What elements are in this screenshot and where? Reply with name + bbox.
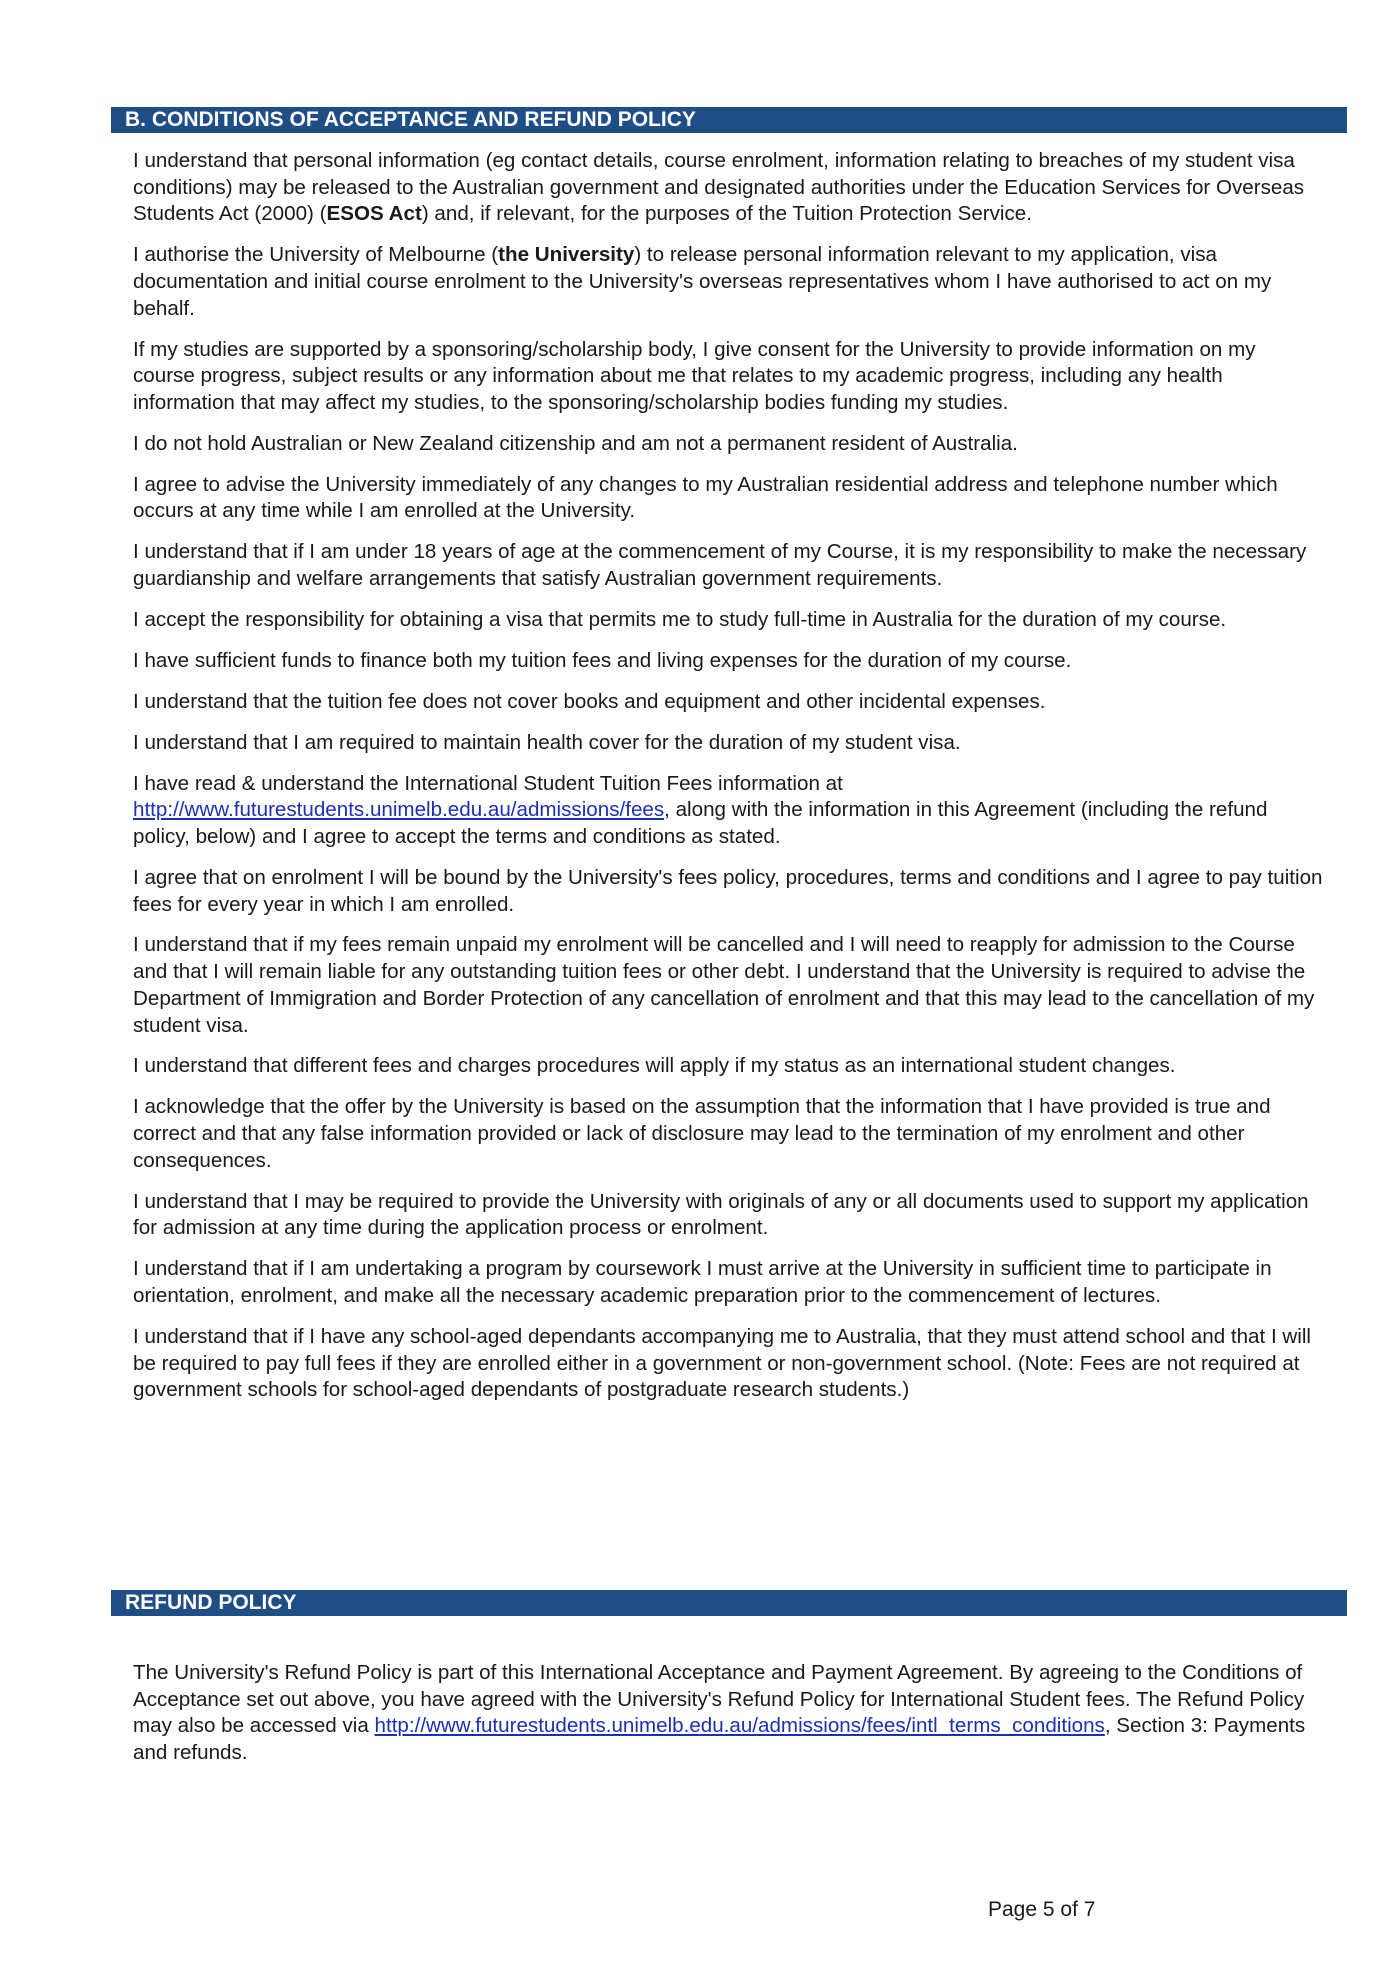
paragraph xyxy=(133,730,1323,757)
text-segment: I understand that if I have any school-aged dependants accompanying me to Australia, that they must attend school and that I will be required to pay full fees if they are enrolled either in a government or non-government school. (Note: Fees are not required at government schools for school-aged dependants of postgraduate research students.) xyxy=(133,1324,1311,1402)
text-segment: ) to release personal information relevant to my application, visa documentation and initial course enrolment to the University's overseas representatives whom I have authorised to act on my behalf. xyxy=(133,243,1272,320)
paragraph xyxy=(133,1189,1323,1242)
paragraph xyxy=(133,689,1323,716)
paragraph xyxy=(133,539,1323,592)
text-segment: I agree that on enrolment I will be bound by the University's fees policy, procedures, terms and conditions and I agree to pay tuition fees for every year in which I am enrolled. xyxy=(133,865,1323,916)
text-segment: , Section 3: Payments and refunds. xyxy=(133,1714,1306,1765)
text-segment: I understand that personal information (eg contact details, course enrolment, information relating to breaches of my student visa conditions) may be released to the Australian government and designated authorities under the Education Services for Overseas Students Act (2000) ( xyxy=(133,149,1305,226)
text-segment: The University's Refund Policy is part of this International Acceptance and Payment Agreement. By agreeing to the Conditions of Acceptance set out above, you have agreed with the University's Refund Policy for International Student fees. The Refund Policy may also be accessed via xyxy=(133,1661,1305,1738)
text-segment: , along with the information in this Agreement (including the refund policy, below) and I agree to accept the terms and conditions as stated. xyxy=(133,798,1268,848)
section-b-body xyxy=(133,148,1323,1418)
text-segment: I understand that if I am undertaking a program by coursework I must arrive at the University in sufficient time to participate in orientation, enrolment, and make all the necessary academic preparation prior to the commencement of lectures. xyxy=(133,1257,1272,1307)
text-segment: I understand that if I am under 18 years of age at the commencement of my Course, it is my responsibility to make the necessary guardianship and welfare arrangements that satisfy Australian government requirements. xyxy=(133,540,1307,591)
paragraph xyxy=(133,1324,1323,1404)
text-segment: I agree to advise the University immediately of any changes to my Australian residential address and telephone number which occurs at any time while I am enrolled at the University. xyxy=(133,472,1278,523)
paragraph xyxy=(133,1660,1323,1767)
paragraph xyxy=(133,431,1323,458)
text-segment: I acknowledge that the offer by the University is based on the assumption that the information that I have provided is true and correct and that any false information provided or lack of disclosure may lead to the termination of my enrolment and other consequences. xyxy=(133,1095,1271,1172)
paragraph xyxy=(133,242,1323,322)
url-link[interactable]: http://www.futurestudents.unimelb.edu.au/admissions/fees xyxy=(133,798,665,822)
text-segment: I understand that if my fees remain unpaid my enrolment will be cancelled and I will need to reapply for admission to the Course and that I will remain liable for any outstanding tuition fees or other debt. I understand that the University is required to advise the Department of Immigration and Border Protection of any cancellation of enrolment and that this may lead to the cancellation of my student visa. xyxy=(133,933,1315,1037)
paragraph xyxy=(133,1094,1323,1174)
refund-policy-heading-text: REFUND POLICY xyxy=(125,1591,297,1614)
text-segment: I have read & understand the International Student Tuition Fees information at xyxy=(133,771,843,795)
paragraph xyxy=(133,771,1323,851)
paragraph xyxy=(133,865,1323,918)
text-segment: ) and, if relevant, for the purposes of the Tuition Protection Service. xyxy=(421,202,1032,226)
text-segment: I have sufficient funds to finance both my tuition fees and living expenses for the duration of my course. xyxy=(133,648,1072,672)
paragraph xyxy=(133,148,1323,228)
section-b-heading-text: B. CONDITIONS OF ACCEPTANCE AND REFUND POLICY xyxy=(125,108,696,131)
text-segment: I understand that I am required to maintain health cover for the duration of my student visa. xyxy=(133,730,961,754)
paragraph xyxy=(133,607,1323,634)
paragraph xyxy=(133,1053,1323,1080)
page-number: Page 5 of 7 xyxy=(988,1898,1096,1921)
refund-policy-body xyxy=(133,1660,1323,1781)
text-segment: I understand that I may be required to provide the University with originals of any or all documents used to support my application for admission at any time during the application process or enrolment. xyxy=(133,1189,1309,1240)
text-segment: I understand that different fees and charges procedures will apply if my status as an international student changes. xyxy=(133,1054,1176,1078)
bold-term: the University xyxy=(498,243,635,267)
text-segment: I understand that the tuition fee does not cover books and equipment and other incidental expenses. xyxy=(133,689,1046,713)
paragraph xyxy=(133,932,1323,1039)
text-segment: If my studies are supported by a sponsoring/scholarship body, I give consent for the University to provide information on my course progress, subject results or any information about me that relates to my academic progress, including any health information that may affect my studies, to the sponsoring/scholarship bodies funding my studies. xyxy=(133,337,1256,414)
paragraph xyxy=(133,472,1323,525)
text-segment: I authorise the University of Melbourne ( xyxy=(133,243,499,267)
text-segment: I do not hold Australian or New Zealand citizenship and am not a permanent resident of Australia. xyxy=(133,431,1018,455)
paragraph xyxy=(133,337,1323,417)
refund-policy-header xyxy=(111,1590,1347,1616)
section-b-header xyxy=(111,107,1347,133)
paragraph xyxy=(133,1256,1323,1309)
url-link[interactable]: http://www.futurestudents.unimelb.edu.au/admissions/fees/intl_terms_conditions xyxy=(374,1714,1105,1738)
text-segment: I accept the responsibility for obtaining a visa that permits me to study full-time in Australia for the duration of my course. xyxy=(133,607,1227,631)
bold-term: ESOS Act xyxy=(326,202,422,226)
paragraph xyxy=(133,648,1323,675)
